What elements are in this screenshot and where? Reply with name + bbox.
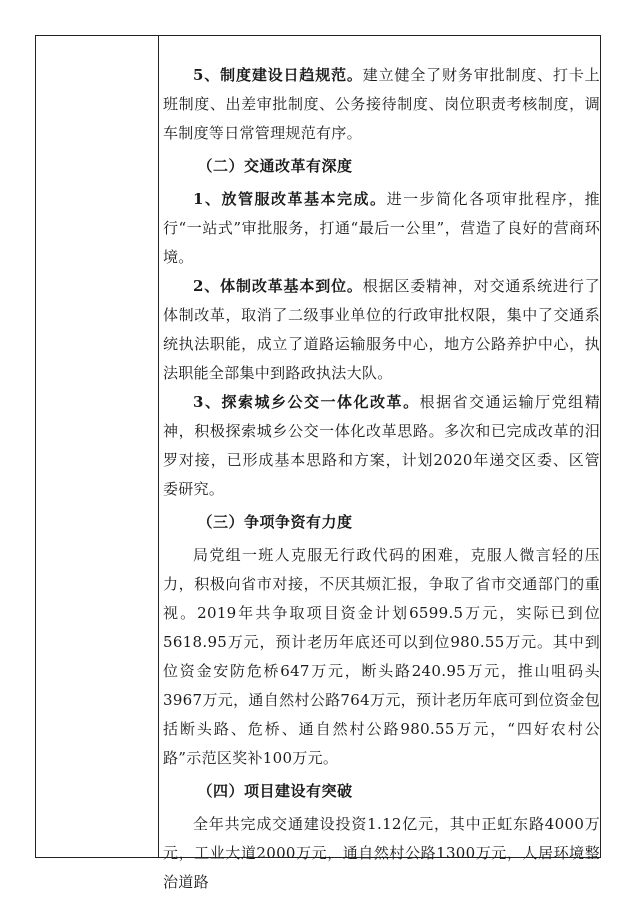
paragraph-title: 3、探索城乡公交一体化改革。 bbox=[193, 393, 420, 411]
table-content-cell bbox=[159, 36, 602, 891]
paragraph-funding: 局党组一班人克服无行政代码的困难，克服人微言轻的压力，积极向省市对接，不厌其烦汇报，争取了省市交通部门的重视。2019年共争取项目资金计划6599.5万元，实际已到位5618.95万元，预计老历年底还可以到位980.55万元。其中到位资金安防危桥647万元，断头路240.95万元，推山咀码头3967万元，通自然村公路764万元，预计老历年底可到位资金包括断头路、危桥、通自然村公路980.55万元，“四好农村公路”示范区奖补100万元。 bbox=[163, 546, 600, 767]
paragraph-body: 根据省交通运输厅党组精神，积极探索城乡公交一体化改革思路。多次和已完成改革的汨罗对接，已形成基本思路和方案，计划2020年递交区委、区管委研究。 bbox=[163, 393, 600, 498]
paragraph-title: 5、制度建设日趋规范。 bbox=[193, 66, 363, 84]
paragraph-body: 进一步简化各项审批程序，推行“一站式”审批服务，打通“最后一公里”，营造了良好的营商环境。 bbox=[163, 190, 600, 266]
section-heading-3: （三）争项争资有力度 bbox=[197, 513, 353, 531]
table-left-column bbox=[36, 36, 159, 857]
paragraph-reform-3 bbox=[163, 388, 600, 504]
table-frame bbox=[35, 35, 601, 891]
paragraph-body: 建立健全了财务审批制度、打卡上班制度、出差审批制度、公务接待制度、岗位职责考核制度，调车制度等日常管理规范有序。 bbox=[163, 66, 600, 142]
section-heading-4: （四）项目建设有突破 bbox=[197, 782, 353, 800]
paragraph-body: 根据区委精神，对交通系统进行了体制改革，取消了二级事业单位的行政审批权限，集中了交通系统执法职能，成立了道路运输服务中心，地方公路养护中心，执法职能全部集中到路政执法大队。 bbox=[163, 277, 600, 382]
paragraph-reform-2 bbox=[163, 272, 600, 388]
paragraph-reform-1 bbox=[163, 185, 600, 272]
paragraph-projects: 全年共完成交通建设投资1.12亿元，其中正虹东路4000万元，工业大道2000万元，通自然村公路1300万元，人居环境整治道路 bbox=[163, 815, 600, 891]
paragraph-title: 1、放管服改革基本完成。 bbox=[193, 190, 387, 208]
paragraph-system-building bbox=[163, 61, 600, 148]
section-heading-2: （二）交通改革有深度 bbox=[197, 157, 353, 175]
paragraph-title: 2、体制改革基本到位。 bbox=[193, 277, 363, 295]
